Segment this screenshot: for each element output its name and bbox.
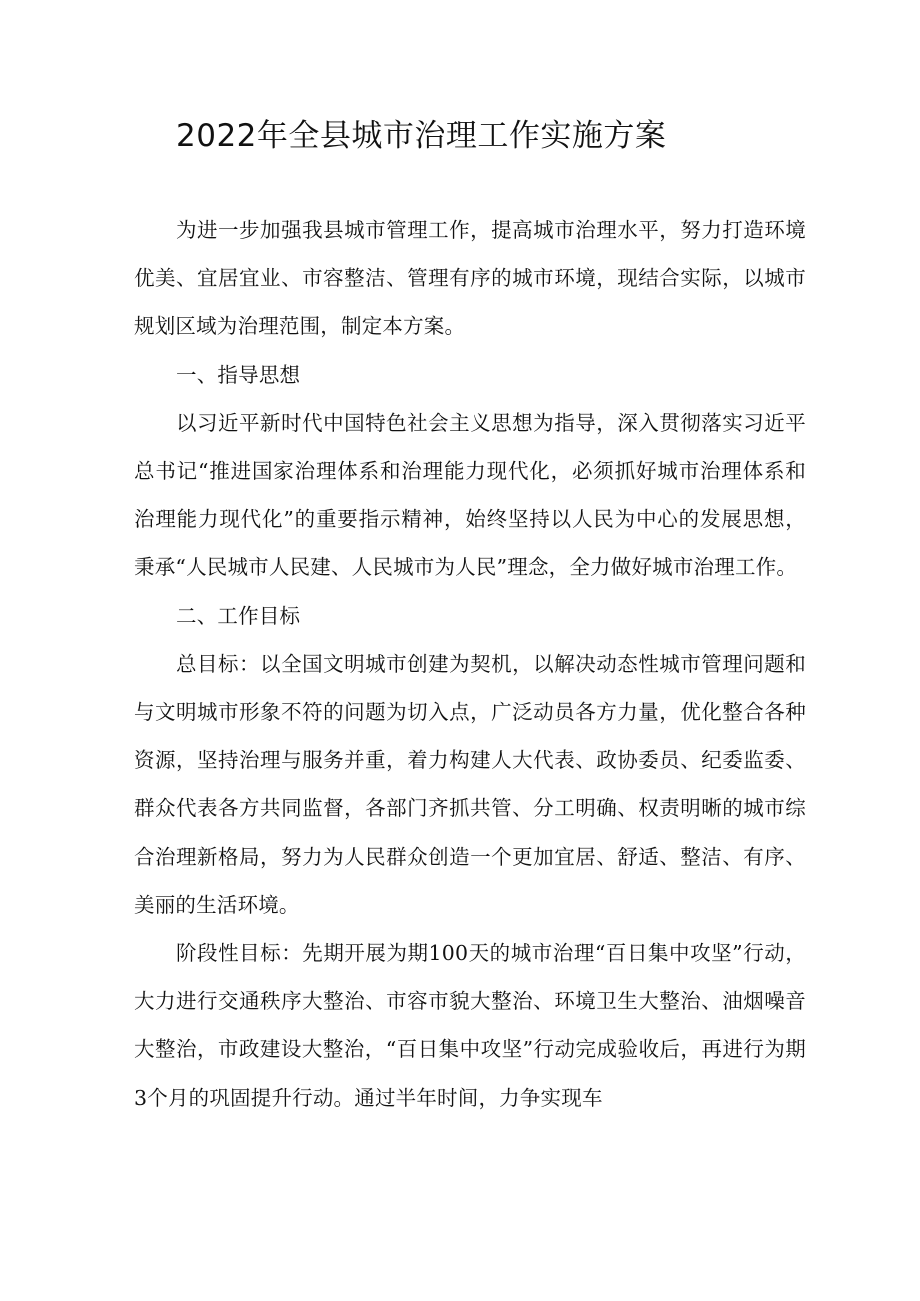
overall-goal-paragraph: 总目标：以全国文明城市创建为契机，以解决动态性城市管理问题和与文明城市形象不符的问题为切入点，广泛动员各方力量，优化整合各种资源，坚持治理与服务并重，着力构建人大代表、政协委员、纪委监委、群众代表各方共同监督，各部门齐抓共管、分工明确、权责明晰的城市综合治理新格局，努力为人民群众创造一个更加宜居、舒适、整洁、有序、美丽的生活环境。 — [134, 651, 806, 917]
stage-goal-paragraph: 阶段性目标：先期开展为期100天的城市治理“百日集中攻坚”行动，大力进行交通秩序大整治、市容市貌大整治、环境卫生大整治、油烟噪音大整治，市政建设大整治，“百日集中攻坚”行动完成验收后，再进行为期3个月的巩固提升行动。通过半年时间，力争实现车 — [134, 941, 806, 1110]
section-heading-work-goals: 二、工作目标 — [176, 603, 301, 628]
intro-paragraph: 为进一步加强我县城市管理工作，提高城市治理水平，努力打造环境优美、宜居宜业、市容整洁、管理有序的城市环境，现结合实际，以城市规划区域为治理范围，制定本方案。 — [134, 218, 806, 339]
document-body — [134, 206, 806, 1122]
section-heading-guiding-ideology: 一、指导思想 — [176, 362, 301, 387]
document-title: 2022年全县城市治理工作实施方案 — [176, 118, 667, 154]
guiding-ideology-paragraph: 以习近平新时代中国特色社会主义思想为指导，深入贯彻落实习近平总书记“推进国家治理体系和治理能力现代化，必须抓好城市治理体系和治理能力现代化”的重要指示精神，始终坚持以人民为中心的发展思想，秉承“人民城市人民建、人民城市为人民”理念，全力做好城市治理工作。 — [134, 410, 806, 580]
